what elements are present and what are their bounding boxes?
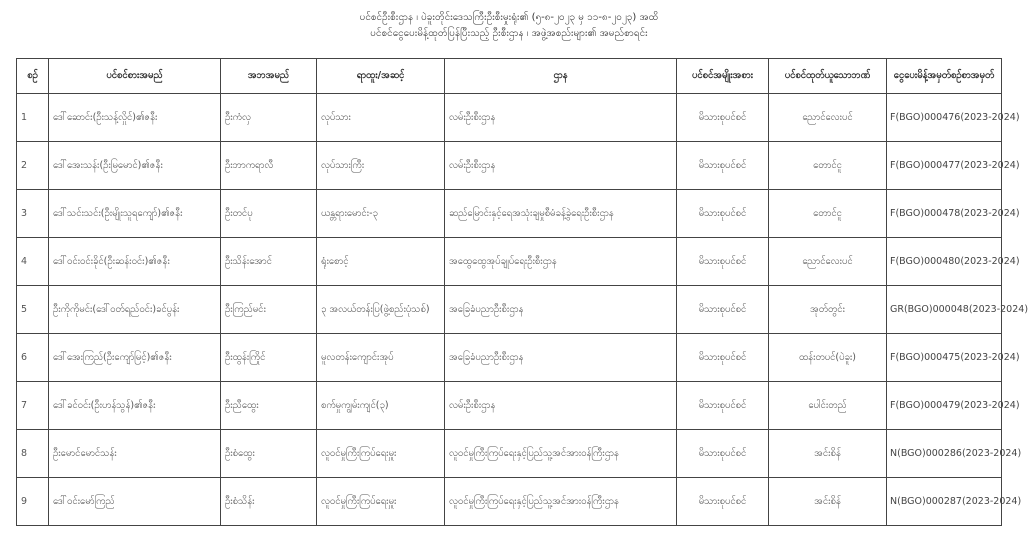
header-title: ပင်စင်ဦးစီးဌာန ၊ ပဲခူးတိုင်းဒေသကြီးဦးစီးမှုးရုံး၏ (၅-၈-၂၀၂၃ မှ ၁၁-၈-၂၀၂၃) အထိ [359,12,659,23]
cell-father: ဦးထွန်းကြိုင် [221,334,317,382]
cell-father: ဦးစံထွေး [221,430,317,478]
col-header-position: ရာထူး/အဆင့် [317,59,445,94]
cell-no: 2 [17,142,49,190]
header-subtitle: ပင်စင်ငွေပေးမိန့်ထုတ်ပြန်ပြီးသည့် ဦးစီးဌာန ၊ အဖွဲ့အစည်းများ၏ အမည်စာရင်း [370,28,648,39]
cell-bank: ထန်းတပင်(ပဲခူး) [769,334,887,382]
cell-bank: ညောင်လေးပင် [769,94,887,142]
cell-father: ဦးသိန်းအောင် [221,238,317,286]
cell-bank: အုတ်တွင်း [769,286,887,334]
cell-name: ဒေါ်ဝင်းဝင်းခိုင်(ဦးဆန်းဝင်း)၏ဇနီး [49,238,221,286]
cell-position: လုပ်သား [317,94,445,142]
cell-pension-type: မိသားစုပင်စင် [677,286,769,334]
table-row [17,430,1002,478]
cell-name: ဒေါ်အေးသန်း(ဦးမြမောင်)၏ဇနီး [49,142,221,190]
table-row [17,190,1002,238]
table-row [17,334,1002,382]
cell-no: 9 [17,478,49,526]
cell-pension-type: မိသားစုပင်စင် [677,238,769,286]
cell-pension-type: မိသားစုပင်စင် [677,190,769,238]
table-header-row [17,59,1002,94]
col-header-bank: ပင်စင်ထုတ်ယူသောဘဏ် [769,59,887,94]
cell-name: ဦးမောင်မောင်သန်း [49,430,221,478]
cell-department: ဆည်မြောင်းနှင့်ရေအသုံးချမှုစီမံခန့်ခွဲရေးဦးစီးဌာန [445,190,677,238]
cell-no: 8 [17,430,49,478]
pension-table [16,58,1028,526]
cell-order-no: F(BGO)000475(2023-2024) [887,334,1002,382]
cell-pension-type: မိသားစုပင်စင် [677,382,769,430]
cell-pension-type: မိသားစုပင်စင် [677,94,769,142]
col-header-pension-type: ပင်စင်အမျိုးအစား [677,59,769,94]
cell-no: 7 [17,382,49,430]
cell-order-no: N(BGO)000286(2023-2024) [887,430,1002,478]
cell-name: ဦးကိုကိုမင်း(ဒေါ်ဝတ်ရည်ဝင်း)ခင်ပွန်း [49,286,221,334]
cell-order-no: GR(BGO)000048(2023-2024) [887,286,1002,334]
cell-pension-type: မိသားစုပင်စင် [677,430,769,478]
col-header-department: ဌာန [445,59,677,94]
cell-name: ဒေါ်ခင်ဝင်း(ဦးဟန်သွန်)၏ဇနီး [49,382,221,430]
cell-father: ဦးကြည်မင်း [221,286,317,334]
cell-name: ဒေါ်ဝင်းမော်ကြည် [49,478,221,526]
cell-no: 1 [17,94,49,142]
cell-order-no: F(BGO)000478(2023-2024) [887,190,1002,238]
document-header [0,10,1018,42]
cell-department: အခြေခံပညာဦးစီးဌာန [445,286,677,334]
table-row [17,478,1002,526]
cell-department: လမ်းဦးစီးဌာန [445,94,677,142]
cell-department: လမ်းဦးစီးဌာန [445,382,677,430]
cell-department: လူဝင်မှုကြီးကြပ်ရေးနှင့်ပြည်သူ့အင်အားဝန်ကြီးဌာန [445,430,677,478]
col-header-name: ပင်စင်စားအမည် [49,59,221,94]
table-row [17,238,1002,286]
col-header-father: အဘအမည် [221,59,317,94]
cell-order-no: F(BGO)000480(2023-2024) [887,238,1002,286]
cell-bank: တောင်ငူ [769,142,887,190]
cell-no: 6 [17,334,49,382]
cell-father: ဦးစံသိန်း [221,478,317,526]
cell-pension-type: မိသားစုပင်စင် [677,142,769,190]
cell-position: လူဝင်မှုကြီးကြပ်ရေးမှူး [317,430,445,478]
cell-department: အခြေခံပညာဦးစီးဌာန [445,334,677,382]
cell-position: ၃ အလယ်တန်းပြ(ဖွဲ့စည်းပုံသစ်) [317,286,445,334]
cell-no: 4 [17,238,49,286]
table-row [17,382,1002,430]
table-row [17,94,1002,142]
cell-bank: ပေါင်းတည် [769,382,887,430]
cell-pension-type: မိသားစုပင်စင် [677,334,769,382]
cell-department: လမ်းဦးစီးဌာန [445,142,677,190]
cell-order-no: F(BGO)000477(2023-2024) [887,142,1002,190]
cell-position: လူဝင်မှုကြီးကြပ်ရေးမှူး [317,478,445,526]
cell-father: ဦးဘာကရာလီ [221,142,317,190]
cell-bank: ညောင်လေးပင် [769,238,887,286]
cell-father: ဦးကံလှ [221,94,317,142]
cell-no: 3 [17,190,49,238]
cell-name: ဒေါ်ဆောင်း(ဦးသန့်လှိုင်)၏ဇနီး [49,94,221,142]
cell-position: လုပ်သားကြီး [317,142,445,190]
cell-order-no: F(BGO)000479(2023-2024) [887,382,1002,430]
cell-order-no: F(BGO)000476(2023-2024) [887,94,1002,142]
cell-position: ယန္တရားမောင်း-၃ [317,190,445,238]
cell-department: အထွေထွေအုပ်ချုပ်ရေးဦးစီးဌာန [445,238,677,286]
cell-no: 5 [17,286,49,334]
cell-position: စက်မှုကျွမ်းကျင်(၃) [317,382,445,430]
col-header-no: စဉ် [17,59,49,94]
cell-order-no: N(BGO)000287(2023-2024) [887,478,1002,526]
cell-position: မူလတန်းကျောင်းအုပ် [317,334,445,382]
cell-name: ဒေါ်သင်းသင်း(ဦးမျိုးသူရကျော်)၏ဇနီး [49,190,221,238]
cell-name: ဒေါ်အေးကြည်(ဦးကျော်မြင့်)၏ဇနီး [49,334,221,382]
cell-position: ရုံးစောင့် [317,238,445,286]
cell-department: လူဝင်မှုကြီးကြပ်ရေးနှင့်ပြည်သူ့အင်အားဝန်ကြီးဌာန [445,478,677,526]
cell-bank: အင်းစိန် [769,478,887,526]
cell-father: ဦးတင်ပု [221,190,317,238]
cell-pension-type: မိသားစုပင်စင် [677,478,769,526]
cell-bank: အင်းစိန် [769,430,887,478]
table-row [17,286,1002,334]
table-row [17,142,1002,190]
cell-bank: တောင်ငူ [769,190,887,238]
col-header-order-no: ငွေပေးမိန့်အမှတ်စဉ်စာအမှတ် [887,59,1002,94]
cell-father: ဦးညီထွေး [221,382,317,430]
